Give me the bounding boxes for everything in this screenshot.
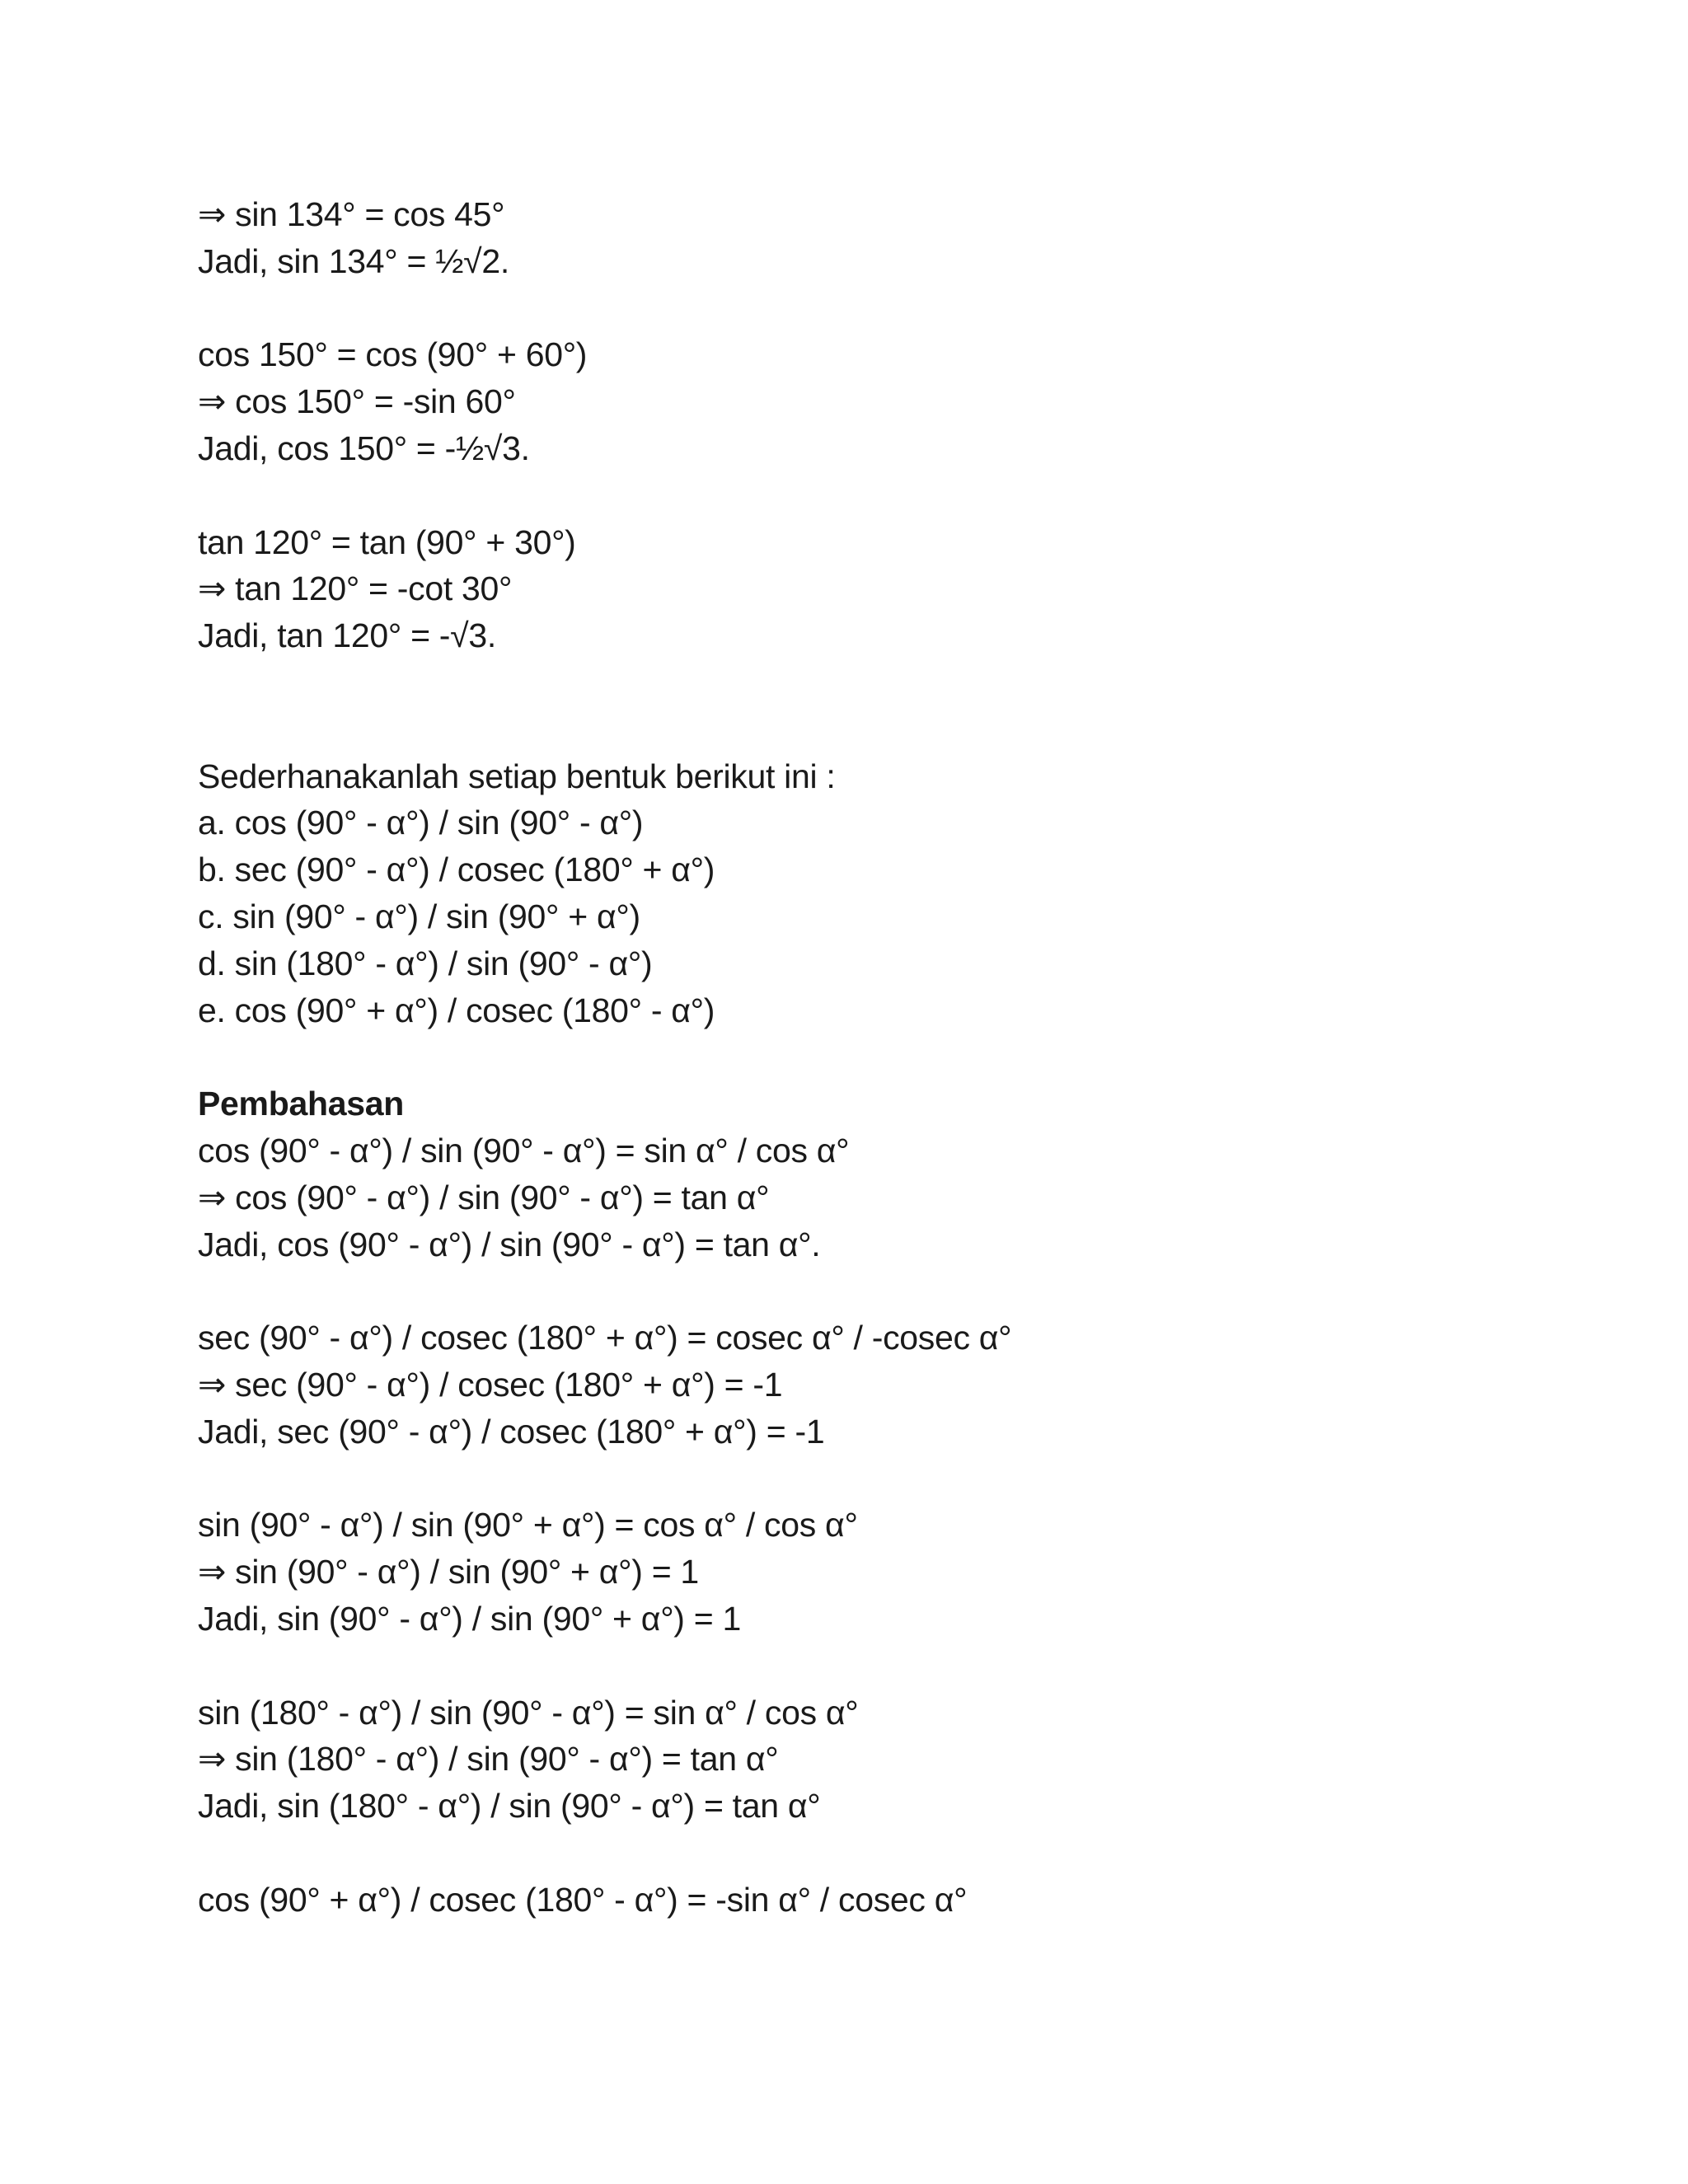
text-line: cos 150° = cos (90° + 60°) — [198, 335, 588, 374]
discussion-b — [198, 1315, 1517, 1455]
text-line: tan 120° = tan (90° + 30°) — [198, 523, 576, 561]
text-line: sin (180° - α°) / sin (90° - α°) = sin α° / cos α° — [198, 1693, 859, 1732]
discussion-d — [198, 1690, 1517, 1830]
text-line: ⇒ sin (180° - α°) / sin (90° - α°) = tan α° — [198, 1740, 779, 1779]
text-line: Jadi, sin (90° - α°) / sin (90° + α°) = 1 — [198, 1599, 741, 1638]
discussion-a — [198, 1080, 1517, 1268]
text-line: Jadi, sin 134° = ½√2. — [198, 241, 509, 280]
section-heading: Pembahasan — [198, 1085, 404, 1123]
text-line: ⇒ sec (90° - α°) / cosec (180° + α°) = -1 — [198, 1365, 783, 1404]
text-line: cos (90° - α°) / sin (90° - α°) = sin α° / cos α° — [198, 1131, 850, 1169]
problem-instruction: Sederhanakanlah setiap bentuk berikut ini : — [198, 757, 836, 795]
text-line: cos (90° + α°) / cosec (180° - α°) = -sin α° / cosec α° — [198, 1880, 968, 1919]
text-line: Jadi, tan 120° = -√3. — [198, 616, 496, 655]
problem-item-b: b. sec (90° - α°) / cosec (180° + α°) — [198, 851, 715, 889]
problem-item-c: c. sin (90° - α°) / sin (90° + α°) — [198, 897, 640, 935]
text-line: ⇒ cos (90° - α°) / sin (90° - α°) = tan α° — [198, 1178, 770, 1216]
text-line: ⇒ cos 150° = -sin 60° — [198, 382, 516, 421]
text-line: Jadi, sin (180° - α°) / sin (90° - α°) = tan α° — [198, 1787, 821, 1825]
solution-tan-120 — [198, 519, 1517, 659]
text-line: Jadi, sec (90° - α°) / cosec (180° + α°) = -1 — [198, 1412, 825, 1451]
text-line: ⇒ sin (90° - α°) / sin (90° + α°) = 1 — [198, 1553, 699, 1591]
discussion-e — [198, 1877, 1517, 1924]
document-page — [198, 191, 1517, 1923]
text-line: sin (90° - α°) / sin (90° + α°) = cos α° / cos α° — [198, 1506, 858, 1544]
problem-item-d: d. sin (180° - α°) / sin (90° - α°) — [198, 944, 653, 982]
problem-item-e: e. cos (90° + α°) / cosec (180° - α°) — [198, 991, 715, 1029]
solution-sin-134 — [198, 191, 1517, 285]
text-line: ⇒ sin 134° = cos 45° — [198, 195, 505, 233]
text-line: sec (90° - α°) / cosec (180° + α°) = cosec α° / -cosec α° — [198, 1319, 1012, 1357]
text-line: Jadi, cos (90° - α°) / sin (90° - α°) = tan α°. — [198, 1225, 821, 1263]
problem-item-a: a. cos (90° - α°) / sin (90° - α°) — [198, 804, 644, 842]
discussion-c — [198, 1502, 1517, 1642]
text-line: Jadi, cos 150° = -½√3. — [198, 429, 530, 467]
problem-simplify — [198, 753, 1517, 1034]
solution-cos-150 — [198, 331, 1517, 471]
text-line: ⇒ tan 120° = -cot 30° — [198, 569, 513, 608]
